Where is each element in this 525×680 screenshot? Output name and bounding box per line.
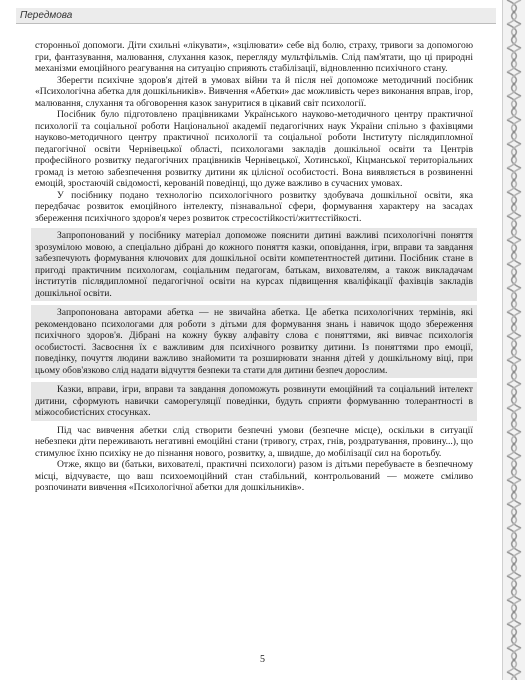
paragraph-8: Під час вивчення абетки слід створити безпечні умови (безпечне місце), оскільки в ситуації небезпеки діти переживають негативні емоційні стани (тривогу, страх, гнів, роздратування, провину...), що стимулює їхню психіку не до пізнання нового, розвитку, а, швидше, до мобілізації сил на боротьбу.: [35, 424, 473, 459]
decorative-border: [502, 0, 525, 680]
paragraph-1: сторонньої допомоги. Діти схильні «лікувати», «зцілювати» себе від болю, страху, тривоги за допомогою гри, фантазування, малювання, слухання казок, перегляду мультфільмів. Слід пам'ятати, що ці природні механізми емоційного реагування на ситуацію сприяють стабілізації, відновленню психічного стану.: [35, 40, 473, 74]
ornament-pattern-icon: [503, 0, 525, 680]
running-header: Передмова: [20, 10, 73, 21]
paragraph-4: У посібнику подано технологію психологічного розвитку здобувача дошкільної освіти, яка передбачає розвиток емоційного інтелекту, пізнавальної сфери, формування характеру на засадах збереження психічного здоров'я через розвиток стресостійкості/життєстійкості.: [35, 189, 473, 224]
paragraph-7: Казки, вправи, ігри, вправи та завдання допоможуть розвинути емоційний та соціальний інтелект дитини, сформують навички саморегуляції поведінки, будуть сприяти формуванню толерантності в міжособистісних стосунках.: [35, 384, 473, 418]
paragraph-9: Отже, якщо ви (батьки, вихователі, практичні психологи) разом із дітьми перебуваєте в безпечному місці, відчуваєте, що ваш психоемоційний стан стабільний, контрольований — можете сміливо розпочинати вивчення «Психологічної абетки для дошкільників».: [35, 459, 473, 493]
highlighted-block-2: [31, 305, 477, 378]
highlighted-block-1: [31, 228, 477, 301]
main-text: [35, 40, 473, 494]
paragraph-6: Запропонована авторами абетка — не звичайна абетка. Це абетка психологічних термінів, які рекомендовано психологами для роботи з дітьми для формування знань і навичок щодо збереження психічного здоров'я. Дібрані на кожну букву алфавіту слова є поняттями, які вивчає психологія особистості. Засвоєння їх є важливим для психічного розвитку дитини. Із поняттями про емоції, поведінку, почуття людини важливо знайомити та розширювати знання дітей у дошкільному віці, при цьому обов'язково слід надати відчуття безпеки та стати для дитини безпеч дорослим.: [35, 307, 473, 376]
page-number: 5: [260, 654, 265, 665]
header-bar: [16, 8, 496, 24]
highlighted-block-3: [31, 382, 477, 421]
paragraph-5: Запропонований у посібнику матеріал допоможе пояснити дитині важливі психологічні поняття зрозумілою мовою, а спеціально дібрані до кожного поняття казки, оповідання, ігри, вправи та завдання забезпечують формування ключових для дошкільної освіти компетентностей дитини. Посібник стане в пригоді практичним психологам, соціальним педагогам, батькам, вихователям, а також викладачам інститутів післядипломної педагогічної освіти на курсах підвищення кваліфікації фахівців закладів дошкільної освіти.: [35, 230, 473, 299]
paragraph-2: Зберегти психічне здоров'я дітей в умовах війни та й після неї допоможе методичний посібник «Психологічна абетка для дошкільників». Вивчення «Абетки» дає можливість через виконання вправ, ігор, малювання, слухання та обговорення казок зануритися в цікавий світ психології.: [35, 74, 473, 109]
paragraph-3: Посібник було підготовлено працівниками Українського науково-методичного центру практичної психології та соціальної роботи Національної академії педагогічних наук України спільно з фахівцями науково-методичного центру практичної психології та соціальної роботи Інституту післядипломної педагогічної освіти Чернівецької області, психологами закладів дошкільної освіти та Центрів професійного розвитку педагогічних працівників Чернівецької, Хотинської, Кіцманської територіальних громад із метою забезпечення розвитку дитини як цілісної особистості. Вона виявляється в розвиненні емоцій, зростаючій свідомості, керованій поведінці, що дуже важливо в сучасних умовах.: [35, 109, 473, 189]
